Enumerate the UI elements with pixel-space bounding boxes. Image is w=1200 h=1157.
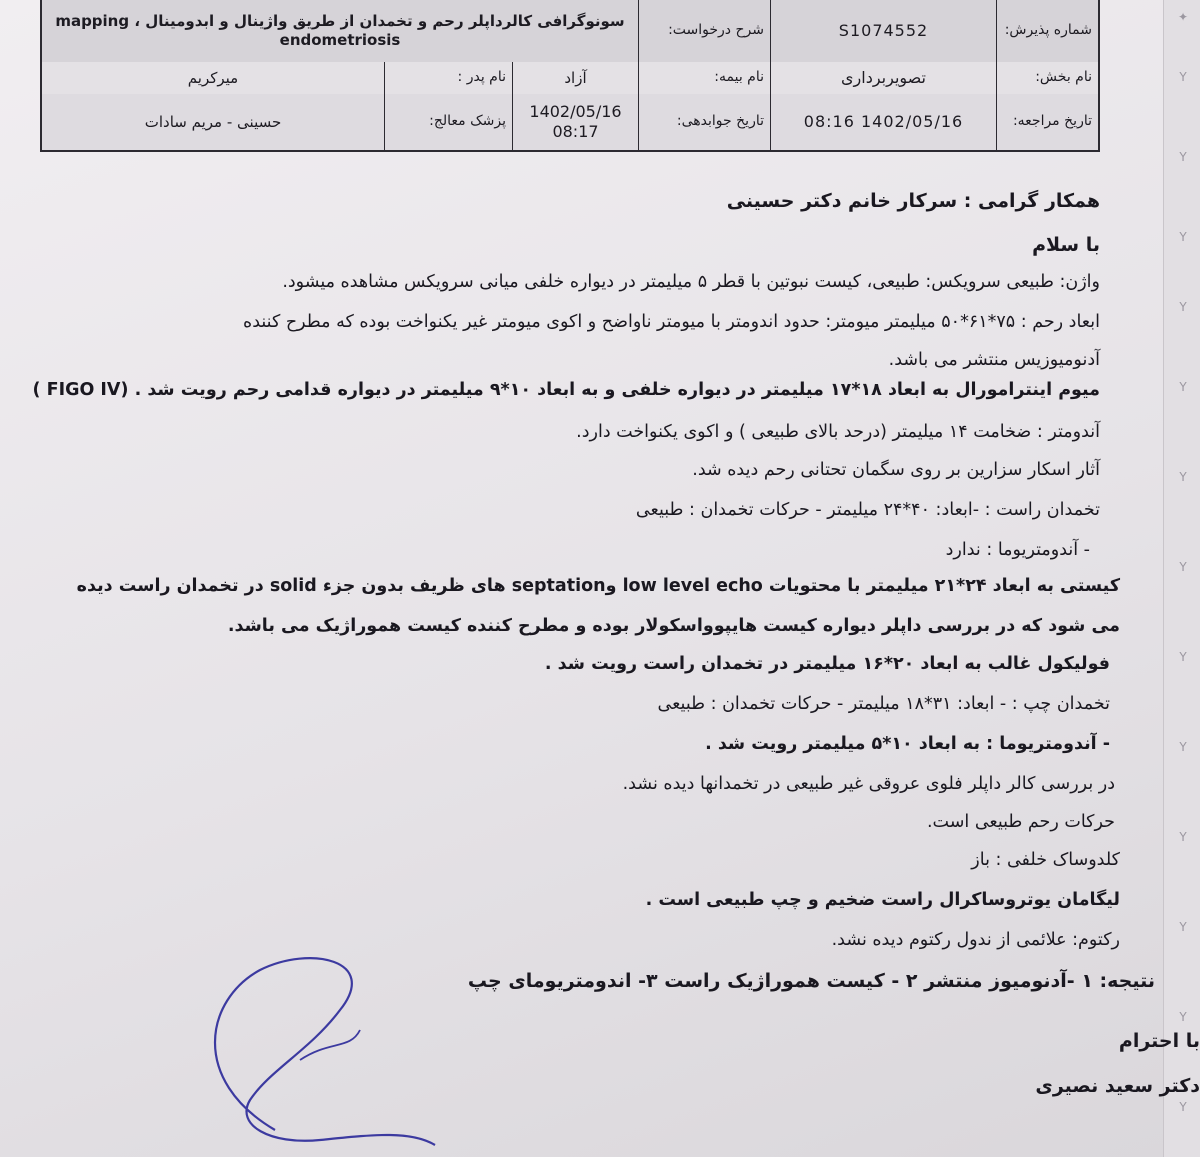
uterine-motion: حرکات رحم طبیعی است. <box>926 812 1115 832</box>
department-value: تصویربرداری <box>770 62 996 94</box>
finding-uterus-size: ابعاد رحم : ۷۵*۶۱*۵۰ میلیمتر میومتر: حدود اندومتر با میومتر ناواضح و اکوی میومتر غیر یکنواخت بوده که مطرح کننده <box>243 312 1100 332</box>
info-row-1 <box>42 0 1098 63</box>
y-mark-icon: Y <box>1179 300 1187 314</box>
finding-vagina-cervix: واژن: طبیعی سرویکس: طبیعی، کیست نبوتین با قطر ۵ میلیمتر در دیواره خلفی میانی سرویکس مشاهده میشود. <box>282 272 1100 292</box>
y-mark-icon: Y <box>1179 920 1187 934</box>
y-mark-icon: Y <box>1179 380 1187 394</box>
insurance-value: آزاد <box>512 62 638 94</box>
finding-cesarean-scar: آثار اسکار سزارین بر روی سگمان تحتانی رحم دیده شد. <box>692 460 1100 480</box>
uterosacral-ligament: لیگامان یوتروساکرال راست ضخیم و چپ طبیعی است . <box>645 890 1120 910</box>
conclusion: نتیجه: ۱ -آدنومیوز منتشر ۲ - کیست هموراژیک راست ۳- اندومتریومای چپ <box>467 970 1155 992</box>
y-mark-icon: Y <box>1179 1010 1187 1024</box>
request-description: سونوگرافی کالرداپلر رحم و تخمدان از طریق واژینال و ابدومینال ، mapping endometriosis <box>55 12 625 49</box>
left-ovary-endometrioma: - آندومتریوما : به ابعاد ۱۰*۵ میلیمتر رویت شد . <box>705 734 1110 754</box>
y-mark-icon: Y <box>1179 830 1187 844</box>
posterior-cul-de-sac: کلدوساک خلفی : باز <box>971 850 1120 870</box>
finding-endometrium: آندومتر : ضخامت ۱۴ میلیمتر (درحد بالای طبیعی ) و اکوی یکنواخت دارد. <box>576 422 1100 442</box>
finding-myoma: میوم اینترامورال به ابعاد ۱۸*۱۷ میلیمتر در دیواره خلفی و به ابعاد ۱۰*۹ میلیمتر در دیواره قدامی رحم رویت شد . (FIGO IV ) <box>32 380 1100 400</box>
reception-number: S1074552 <box>770 0 996 62</box>
y-mark-icon: Y <box>1179 560 1187 574</box>
doctor-value: حسینی - مریم سادات <box>144 112 282 131</box>
right-ovary-cyst: کیستی به ابعاد ۲۴*۲۱ میلیمتر با محتویات low level echo وseptation های ظریف بدون جزء solid در تخمدان راست دیده <box>76 576 1120 596</box>
closing-regards: با احترام <box>1118 1030 1200 1052</box>
doppler-finding: در بررسی کالر داپلر فلوی عروقی غیر طبیعی در تخمدانها دیده نشد. <box>622 774 1115 794</box>
y-mark-icon: Y <box>1179 150 1187 164</box>
info-row-2 <box>42 62 1098 95</box>
insurance-label: نام بیمه: <box>638 62 770 94</box>
rectum-finding: رکتوم: علائمی از ندول رکتوم دیده نشد. <box>831 930 1120 950</box>
adjacent-page-edge <box>1163 0 1200 1157</box>
y-mark-icon: Y <box>1179 1100 1187 1114</box>
salutation: با سلام <box>1032 234 1100 256</box>
dominant-follicle: فولیکول غالب به ابعاد ۲۰*۱۶ میلیمتر در تخمدان راست رویت شد . <box>544 654 1110 674</box>
y-mark-icon: Y <box>1179 740 1187 754</box>
answer-date-label: تاریخ جوابدهی: <box>638 94 770 150</box>
star-mark-icon: ✦ <box>1177 10 1189 24</box>
y-mark-icon: Y <box>1179 650 1187 664</box>
answer-date-value: 1402/05/16 08:17 <box>512 94 638 150</box>
y-mark-icon: Y <box>1179 470 1187 484</box>
right-ovary-heading: تخمدان راست : -ابعاد: ۴۰*۲۴ میلیمتر - حرکات تخمدان : طبیعی <box>635 500 1100 520</box>
finding-adenomyosis: آدنومیوزیس منتشر می باشد. <box>888 350 1100 370</box>
visit-date-label: تاریخ مراجعه: <box>996 94 1098 150</box>
greeting: همکار گرامی : سرکار خانم دکتر حسینی <box>726 190 1100 212</box>
father-name-value: میرکریم <box>187 68 239 87</box>
doctor-label: پزشک معالج: <box>384 94 512 150</box>
left-ovary-heading: تخمدان چپ : - ابعاد: ۳۱*۱۸ میلیمتر - حرکات تخمدان : طبیعی <box>657 694 1110 714</box>
request-label: شرح درخواست: <box>638 0 770 62</box>
father-name-label: نام پدر : <box>384 62 512 94</box>
visit-date-value: 1402/05/16 08:16 <box>770 94 996 150</box>
department-label: نام بخش: <box>996 62 1098 94</box>
y-mark-icon: Y <box>1179 70 1187 84</box>
y-mark-icon: Y <box>1179 230 1187 244</box>
signer-name: دکتر سعید نصیری <box>1035 1075 1200 1097</box>
right-ovary-cyst-cont: می شود که در بررسی داپلر دیواره کیست هایپوواسکولار بوده و مطرح کننده کیست هموراژیک می باشد. <box>227 616 1120 636</box>
reception-label: شماره پذیرش: <box>996 0 1098 62</box>
info-row-3 <box>42 94 1098 150</box>
right-ovary-endometrioma: - آندومتریوما : ندارد <box>945 540 1090 560</box>
patient-info-table <box>40 0 1100 152</box>
